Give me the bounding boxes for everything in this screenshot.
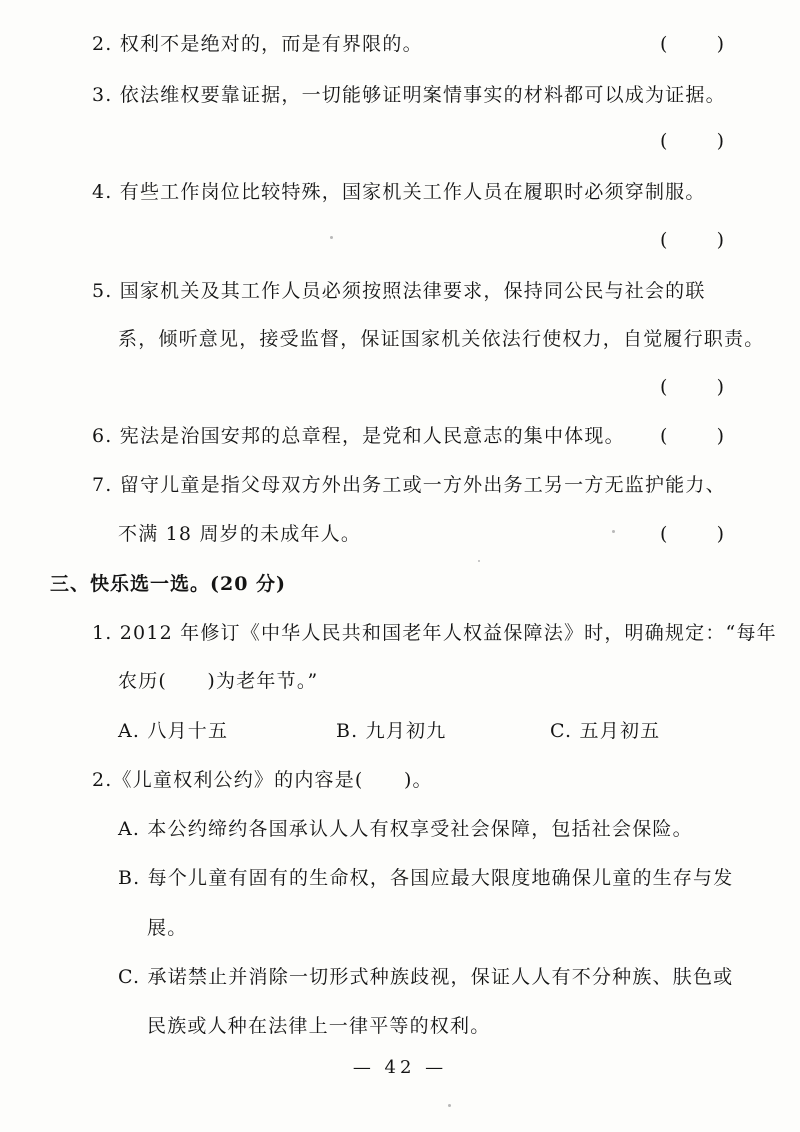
- scan-speck: [448, 1104, 451, 1107]
- scan-speck: [330, 236, 333, 239]
- q2-option-b-line-2: 展。: [147, 917, 188, 939]
- scan-speck: [478, 560, 480, 562]
- judge-item-5-line-1: 5. 国家机关及其工作人员必须按照法律要求，保持同公民与社会的联: [92, 280, 706, 302]
- judge-item-4: 4. 有些工作岗位比较特殊，国家机关工作人员在履职时必须穿制服。: [92, 181, 706, 203]
- judge-item-6: 6. 宪法是治国安邦的总章程，是党和人民意志的集中体现。: [92, 425, 625, 447]
- q1-option-c[interactable]: C. 五月初五: [550, 720, 661, 742]
- q2-option-a[interactable]: A. 本公约缔约各国承认人人有权享受社会保障，包括社会保险。: [118, 818, 693, 840]
- q2-option-c-line-1[interactable]: C. 承诺禁止并消除一切形式种族歧视，保证人人有不分种族、肤色或: [118, 966, 734, 988]
- page-number: — 42 —: [352, 1057, 448, 1078]
- judge-item-5-line-2: 系，倾听意见，接受监督，保证国家机关依法行使权力，自觉履行职责。: [118, 328, 765, 350]
- choice-question-1-line-2: 农历( )为老年节。”: [118, 670, 319, 692]
- q1-option-a[interactable]: A. 八月十五: [118, 720, 229, 742]
- judge-item-7-line-2: 不满 18 周岁的未成年人。: [118, 523, 362, 545]
- judge-item-2: 2. 权利不是绝对的，而是有界限的。: [92, 33, 423, 55]
- q2-option-b-line-1[interactable]: B. 每个儿童有固有的生命权，各国应最大限度地确保儿童的生存与发: [118, 867, 734, 889]
- choice-question-1-line-1: 1. 2012 年修订《中华人民共和国老年人权益保障法》时，明确规定：“每年: [92, 622, 777, 644]
- q1-option-b[interactable]: B. 九月初九: [336, 720, 447, 742]
- choice-question-2: 2.《儿童权利公约》的内容是( )。: [92, 769, 433, 791]
- section-title: 三、快乐选一选。(20 分): [50, 573, 287, 595]
- exam-page: 2. 权利不是绝对的，而是有界限的。 ( ) 3. 依法维权要靠证据，一切能够证明案情事实的材料都可以成为证据。 ( ) 4. 有些工作岗位比较特殊，国家机关工作人员在履职时必须穿制服。 ( ) 5. 国家机关及其工作人员必须按照法律要求，保持同公民与社会的联 系，倾听意见，接受监督，保证国家机关依法行使权力，自觉履行职责。 ( ) 6. 宪法是治国安邦的总章程，是党和人民意志的集中体现。 ( ) 7. 留守儿童是指父母双方外出务工或一方外出务工另一方无监护能力、 不满 18 周岁的未成年人。 ( ) 三、快乐选一选。(20 分) 1. 2012 年修订《中华人民共和国老年人权益保障法》时，明确规定：“每年 农历( )为老年节。” A. 八月十五 B. 九月初九 C. 五月初五 2.《儿童权利公约》的内容是( )。 A. 本公约缔约各国承认人人有权享受社会保障，包括社会保险。 B. 每个儿童有固有的生命权，各国应最大限度地确保儿童的生存与发 展。 C. 承诺禁止并消除一切形式种族歧视，保证人人有不分种族、肤色或 民族或人种在法律上一律平等的权利。 — 42 —: [0, 0, 800, 1132]
- scan-speck: [612, 530, 615, 533]
- q2-option-c-line-2: 民族或人种在法律上一律平等的权利。: [147, 1015, 491, 1037]
- judge-item-3: 3. 依法维权要靠证据，一切能够证明案情事实的材料都可以成为证据。: [92, 84, 726, 106]
- judge-item-7-line-1: 7. 留守儿童是指父母双方外出务工或一方外出务工另一方无监护能力、: [92, 474, 726, 496]
